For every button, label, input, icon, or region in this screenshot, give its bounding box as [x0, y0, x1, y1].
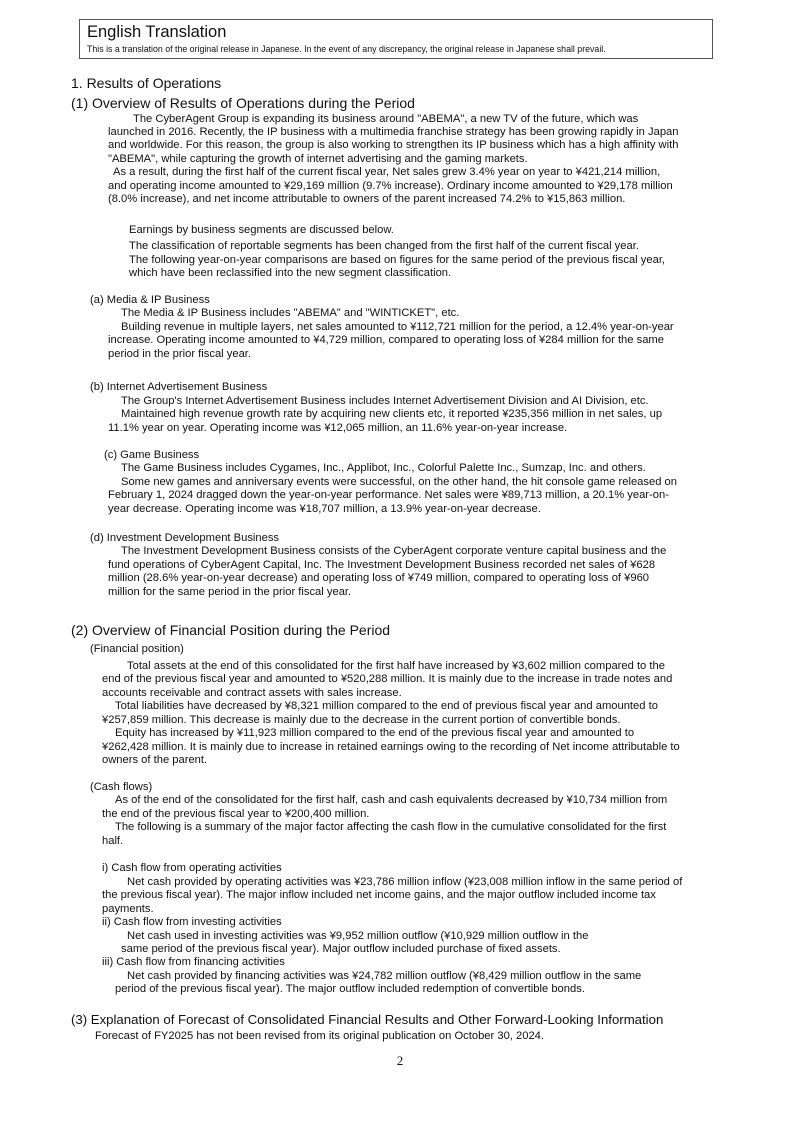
cash-flow-heading: iii) Cash flow from financing activities	[102, 956, 285, 968]
text-line: ¥257,859 million. This decrease is mainly due to the decrease in the current portion of convertible bonds.	[102, 714, 621, 726]
text-line: end of the previous fiscal year and amounted to ¥520,288 million. It is mainly due to the increase in trade notes and	[102, 673, 673, 685]
text-line: Maintained high revenue growth rate by acquiring new clients etc, it reported ¥235,356 million in net sales, up	[121, 408, 663, 420]
text-line: payments.	[102, 903, 154, 915]
notice-title: English Translation	[87, 23, 227, 41]
text-line: owners of the parent.	[102, 754, 208, 766]
subsection-heading-financial-position: (2) Overview of Financial Position during the Period	[71, 622, 391, 638]
text-line: As a result, during the first half of the current fiscal year, Net sales grew 3.4% year on year to ¥421,214 million,	[113, 166, 661, 178]
text-line: Total assets at the end of this consolidated for the first half have increased by ¥3,602 million compared to the	[127, 660, 665, 672]
text-line: year decrease. Operating income was ¥18,707 million, a 13.9% year-on-year decrease.	[108, 503, 541, 515]
segments-intro: Earnings by business segments are discussed below.	[129, 224, 394, 236]
segment-heading: (b) Internet Advertisement Business	[90, 381, 268, 393]
text-line: The Investment Development Business consists of the CyberAgent corporate venture capital business and the	[121, 545, 667, 557]
subsection-heading-forecast: (3) Explanation of Forecast of Consolidated Financial Results and Other Forward-Looking Information	[71, 1012, 664, 1027]
segment-heading: (d) Investment Development Business	[90, 532, 280, 544]
text-line: half.	[102, 835, 124, 847]
text-line: increase. Operating income amounted to ¥4,729 million, compared to operating loss of ¥284 million for the same	[108, 334, 664, 346]
page-number: 2	[396, 1053, 404, 1068]
text-line: period in the prior fiscal year.	[108, 348, 252, 360]
text-line: period of the previous fiscal year). The major outflow included redemption of convertible bonds.	[115, 983, 585, 995]
section-heading-results: 1. Results of Operations	[71, 75, 222, 91]
text-line: The classification of reportable segments has been changed from the first half of the current fiscal year.	[129, 240, 639, 252]
text-line: million for the same period in the prior fiscal year.	[108, 586, 352, 598]
text-line: which have been reclassified into the new segment classification.	[129, 267, 452, 279]
text-line: The following year-on-year comparisons are based on figures for the same period of the previous fiscal year,	[129, 254, 666, 266]
text-line: As of the end of the consolidated for the first half, cash and cash equivalents decreased by ¥10,734 million from	[115, 794, 668, 806]
text-line: million (28.6% year-on-year decrease) and operating loss of ¥749 million, compared to operating loss of ¥960	[108, 572, 650, 584]
text-line: fund operations of CyberAgent Capital, Inc. The Investment Development Business recorded net sales of ¥628	[108, 559, 656, 571]
subsection-heading-overview: (1) Overview of Results of Operations during the Period	[71, 95, 415, 111]
cash-flow-heading: i) Cash flow from operating activities	[102, 862, 282, 874]
text-line: The Media & IP Business includes "ABEMA" and "WINTICKET", etc.	[121, 307, 460, 319]
translation-notice-box	[79, 19, 713, 59]
text-line: February 1, 2024 dragged down the year-on-year performance. Net sales were ¥89,713 million, a 20.1% year-on-	[108, 489, 669, 501]
text-line: The Group's Internet Advertisement Business includes Internet Advertisement Division and AI Division, etc.	[121, 395, 649, 407]
cash-flow-heading: ii) Cash flow from investing activities	[102, 916, 282, 928]
text-line: Net cash used in investing activities was ¥9,952 million outflow (¥10,929 million outflow in the	[127, 930, 589, 942]
text-line: The following is a summary of the major factor affecting the cash flow in the cumulative consolidated for the first	[115, 821, 667, 833]
text-line: launched in 2016. Recently, the IP business with a multimedia franchise strategy has been growing rapidly in Japan	[108, 126, 679, 138]
segment-heading: (c) Game Business	[104, 449, 200, 461]
text-line: the end of the previous fiscal year to ¥200,400 million.	[102, 808, 370, 820]
text-line: Equity has increased by ¥11,923 million compared to the end of the previous fiscal year and amounted to	[115, 727, 635, 739]
text-line: the previous fiscal year). The major inflow included net income gains, and the major outflow included income tax	[102, 889, 656, 901]
text-line: Building revenue in multiple layers, net sales amounted to ¥112,721 million for the period, a 12.4% year-on-year	[121, 321, 674, 333]
text-line: accounts receivable and contract assets with sales increase.	[102, 687, 402, 699]
text-line: "ABEMA", while capturing the growth of internet advertising and the gaming markets.	[108, 153, 528, 165]
text-line: Total liabilities have decreased by ¥8,321 million compared to the end of previous fiscal year and amounted to	[115, 700, 658, 712]
segment-heading: (a) Media & IP Business	[90, 294, 210, 306]
notice-text: This is a translation of the original release in Japanese. In the event of any discrepancy, the original release in Japanese shall prevail.	[87, 44, 606, 54]
text-line: Net cash provided by financing activities was ¥24,782 million outflow (¥8,429 million outflow in the same	[127, 970, 642, 982]
text-line: and operating income amounted to ¥29,169 million (9.7% increase). Ordinary income amounted to ¥29,178 million	[108, 180, 673, 192]
text-line: and worldwide. For this reason, the group is also working to strengthen its IP business which has a high affinity with	[108, 139, 679, 151]
text-line: The CyberAgent Group is expanding its business around "ABEMA", a new TV of the future, which was	[133, 113, 639, 125]
financial-position-label: (Financial position)	[90, 643, 184, 655]
text-line: 11.1% year on year. Operating income was ¥12,065 million, an 11.6% year-on-year increase.	[108, 422, 568, 434]
cash-flows-label: (Cash flows)	[90, 781, 153, 793]
text-line: ¥262,428 million. It is mainly due to increase in retained earnings owing to the recording of Net income attributable to	[102, 741, 680, 753]
text-line: Net cash provided by operating activities was ¥23,786 million inflow (¥23,008 million inflow in the same period of	[127, 876, 683, 888]
text-line: same period of the previous fiscal year). Major outflow included purchase of fixed assets.	[121, 943, 561, 955]
text-line: The Game Business includes Cygames, Inc., Applibot, Inc., Colorful Palette Inc., Sumzap, Inc. and others.	[121, 462, 646, 474]
forecast-text: Forecast of FY2025 has not been revised from its original publication on October 30, 2024.	[95, 1030, 545, 1042]
text-line: (8.0% increase), and net income attributable to owners of the parent increased 74.2% to ¥15,863 million.	[108, 193, 626, 205]
text-line: Some new games and anniversary events were successful, on the other hand, the hit console game released on	[121, 476, 677, 488]
